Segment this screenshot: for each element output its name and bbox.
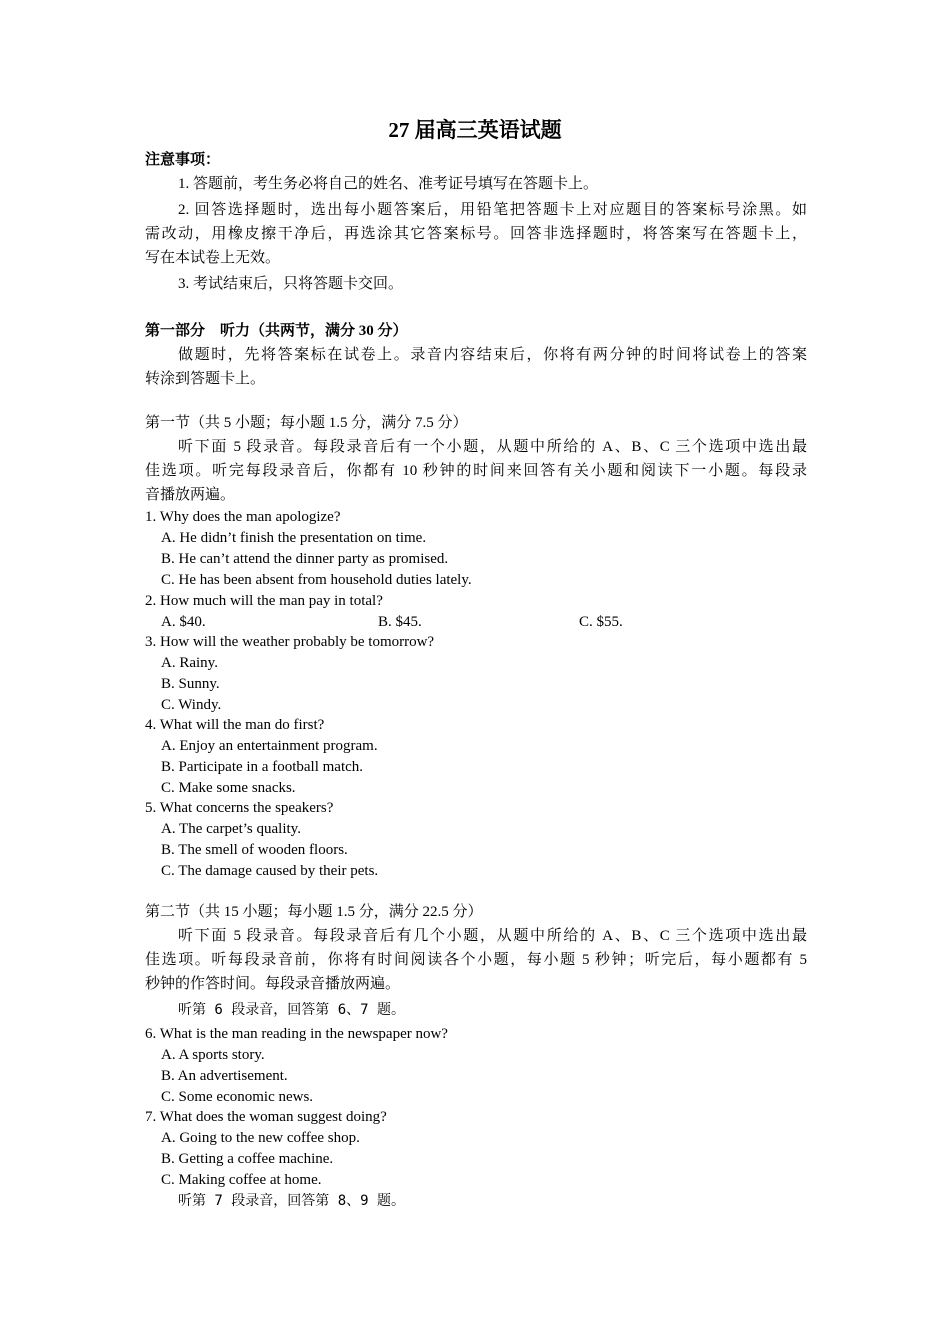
question-6-option-b: B. An advertisement. [161, 1068, 288, 1084]
notice-heading: 注意事项： [145, 152, 221, 168]
notice-item-2-line-1: 2. 回答选择题时，选出每小题答案后，用铅笔把答题卡上对应题目的答案标号涂黑。如 [178, 202, 807, 218]
question-4-option-b: B. Participate in a football match. [161, 759, 364, 775]
section1-intro-line-2: 佳选项。听完每段录音后，你都有 10 秒钟的时间来回答有关小题和阅读下一小题。每段录 [145, 463, 807, 479]
question-1-option-a: A. He didn’t finish the presentation on time. [161, 530, 427, 546]
question-3-option-c: C. Windy. [161, 697, 222, 713]
section2-intro-line-2: 佳选项。听每段录音前，你将有时间阅读各个小题，每小题 5 秒钟；听完后，每小题都有 5 [145, 952, 807, 968]
question-6: 6. What is the man reading in the newspaper now? [145, 1026, 448, 1042]
section1-intro-line-1: 听下面 5 段录音。每段录音后有一个小题，从题中所给的 A、B、C 三个选项中选出最 [178, 439, 807, 455]
question-2-option-c: C. $55. [579, 614, 623, 630]
question-7-option-a: A. Going to the new coffee shop. [161, 1130, 360, 1146]
section2-heading: 第二节（共 15 小题；每小题 1.5 分，满分 22.5 分） [145, 904, 483, 920]
question-7-option-b: B. Getting a coffee machine. [161, 1151, 334, 1167]
section2-intro-line-3: 秒钟的作答时间。每段录音播放两遍。 [145, 976, 401, 992]
question-4-option-c: C. Make some snacks. [161, 780, 296, 796]
question-4-option-a: A. Enjoy an entertainment program. [161, 738, 378, 754]
question-6-option-c: C. Some economic news. [161, 1089, 314, 1105]
audio-cue-6: 听第 6 段录音，回答第 6、7 题。 [178, 1002, 406, 1018]
question-5-option-b: B. The smell of wooden floors. [161, 842, 348, 858]
notice-item-1: 1. 答题前，考生务必将自己的姓名、准考证号填写在答题卡上。 [178, 176, 599, 192]
section2-intro-line-1: 听下面 5 段录音。每段录音后有几个小题，从题中所给的 A、B、C 三个选项中选出最 [178, 928, 807, 944]
question-1: 1. Why does the man apologize? [145, 509, 341, 525]
section1-heading: 第一节（共 5 小题；每小题 1.5 分，满分 7.5 分） [145, 415, 468, 431]
question-1-option-b: B. He can’t attend the dinner party as promised. [161, 551, 449, 567]
notice-item-3: 3. 考试结束后，只将答题卡交回。 [178, 276, 404, 292]
question-3-option-b: B. Sunny. [161, 676, 220, 692]
question-6-option-a: A. A sports story. [161, 1047, 265, 1063]
question-7: 7. What does the woman suggest doing? [145, 1109, 387, 1125]
section1-intro-line-3: 音播放两遍。 [145, 487, 236, 503]
part1-intro-line-1: 做题时，先将答案标在试卷上。录音内容结束后，你将有两分钟的时间将试卷上的答案 [178, 347, 807, 363]
question-1-option-c: C. He has been absent from household duties lately. [161, 572, 472, 588]
question-5: 5. What concerns the speakers? [145, 800, 334, 816]
question-2-option-b: B. $45. [378, 614, 422, 630]
notice-item-2-line-2: 需改动，用橡皮擦干净后，再选涂其它答案标号。回答非选择题时，将答案写在答题卡上， [145, 226, 807, 242]
page-title: 27 届高三英语试题 [388, 118, 562, 142]
part1-intro-line-2: 转涂到答题卡上。 [145, 371, 266, 387]
question-2: 2. How much will the man pay in total? [145, 593, 383, 609]
audio-cue-7: 听第 7 段录音，回答第 8、9 题。 [178, 1193, 406, 1209]
question-5-option-a: A. The carpet’s quality. [161, 821, 301, 837]
question-4: 4. What will the man do first? [145, 717, 325, 733]
question-2-options [161, 612, 761, 632]
question-3-option-a: A. Rainy. [161, 655, 218, 671]
notice-item-2-line-3: 写在本试卷上无效。 [145, 250, 281, 266]
question-5-option-c: C. The damage caused by their pets. [161, 863, 379, 879]
question-2-option-a: A. $40. [161, 614, 206, 630]
question-3: 3. How will the weather probably be tomorrow? [145, 634, 435, 650]
part1-heading: 第一部分 听力（共两节，满分 30 分） [145, 323, 408, 339]
question-7-option-c: C. Making coffee at home. [161, 1172, 322, 1188]
